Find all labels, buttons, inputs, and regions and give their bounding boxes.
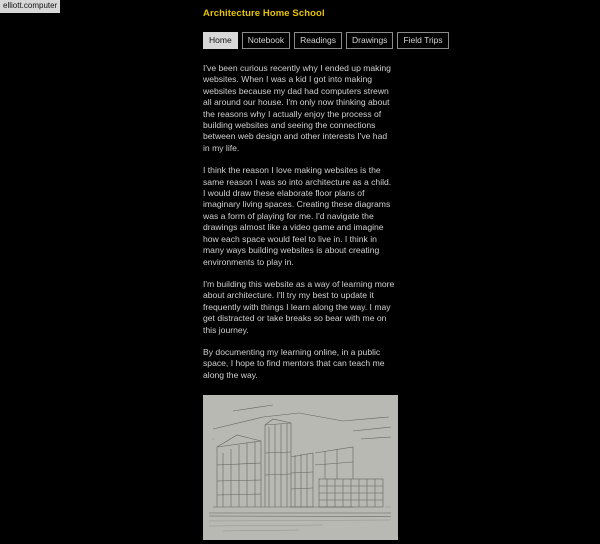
nav-item-field-trips[interactable]: Field Trips <box>397 32 448 49</box>
nav-item-notebook[interactable]: Notebook <box>242 32 290 49</box>
paragraph-2: I think the reason I love making websites is the same reason I was so into architecture as a child. I would draw these elaborate floor plans of imaginary living spaces. Creating these diagrams was a form of playing for me. I'd navigate the drawings almost like a video game and imagine how each space would feel to live in. I think in many ways building websites is about creating environments to play in. <box>203 165 392 267</box>
paragraph-3: I'm building this website as a way of learning more about architecture. I'll try my best to update it frequently with things I learn along the way. I may get distracted or take breaks so bear with me on this journey. <box>203 278 395 335</box>
nav-item-drawings[interactable]: Drawings <box>346 32 393 49</box>
nav-item-home[interactable]: Home <box>203 32 238 49</box>
paragraph-4: By documenting my learning online, in a public space, I hope to find mentors that can teach me along the way. <box>203 346 385 380</box>
article-body <box>203 63 403 381</box>
main-nav <box>203 32 443 49</box>
architectural-sketch-image <box>203 395 398 540</box>
sketch-svg <box>203 395 398 540</box>
paragraph-1: I've been curious recently why I ended up making websites. When I was a kid I got into making websites because my dad had computers strewn all around our house. I'm only now thinking about the reasons why I actually enjoy the process of building websites and seeing the connections between web design and other interests I've had in my life. <box>203 63 391 153</box>
nav-item-readings[interactable]: Readings <box>294 32 342 49</box>
site-tag[interactable]: elliott.computer <box>0 0 60 13</box>
page-title: Architecture Home School <box>203 8 325 19</box>
content-column <box>203 8 443 540</box>
